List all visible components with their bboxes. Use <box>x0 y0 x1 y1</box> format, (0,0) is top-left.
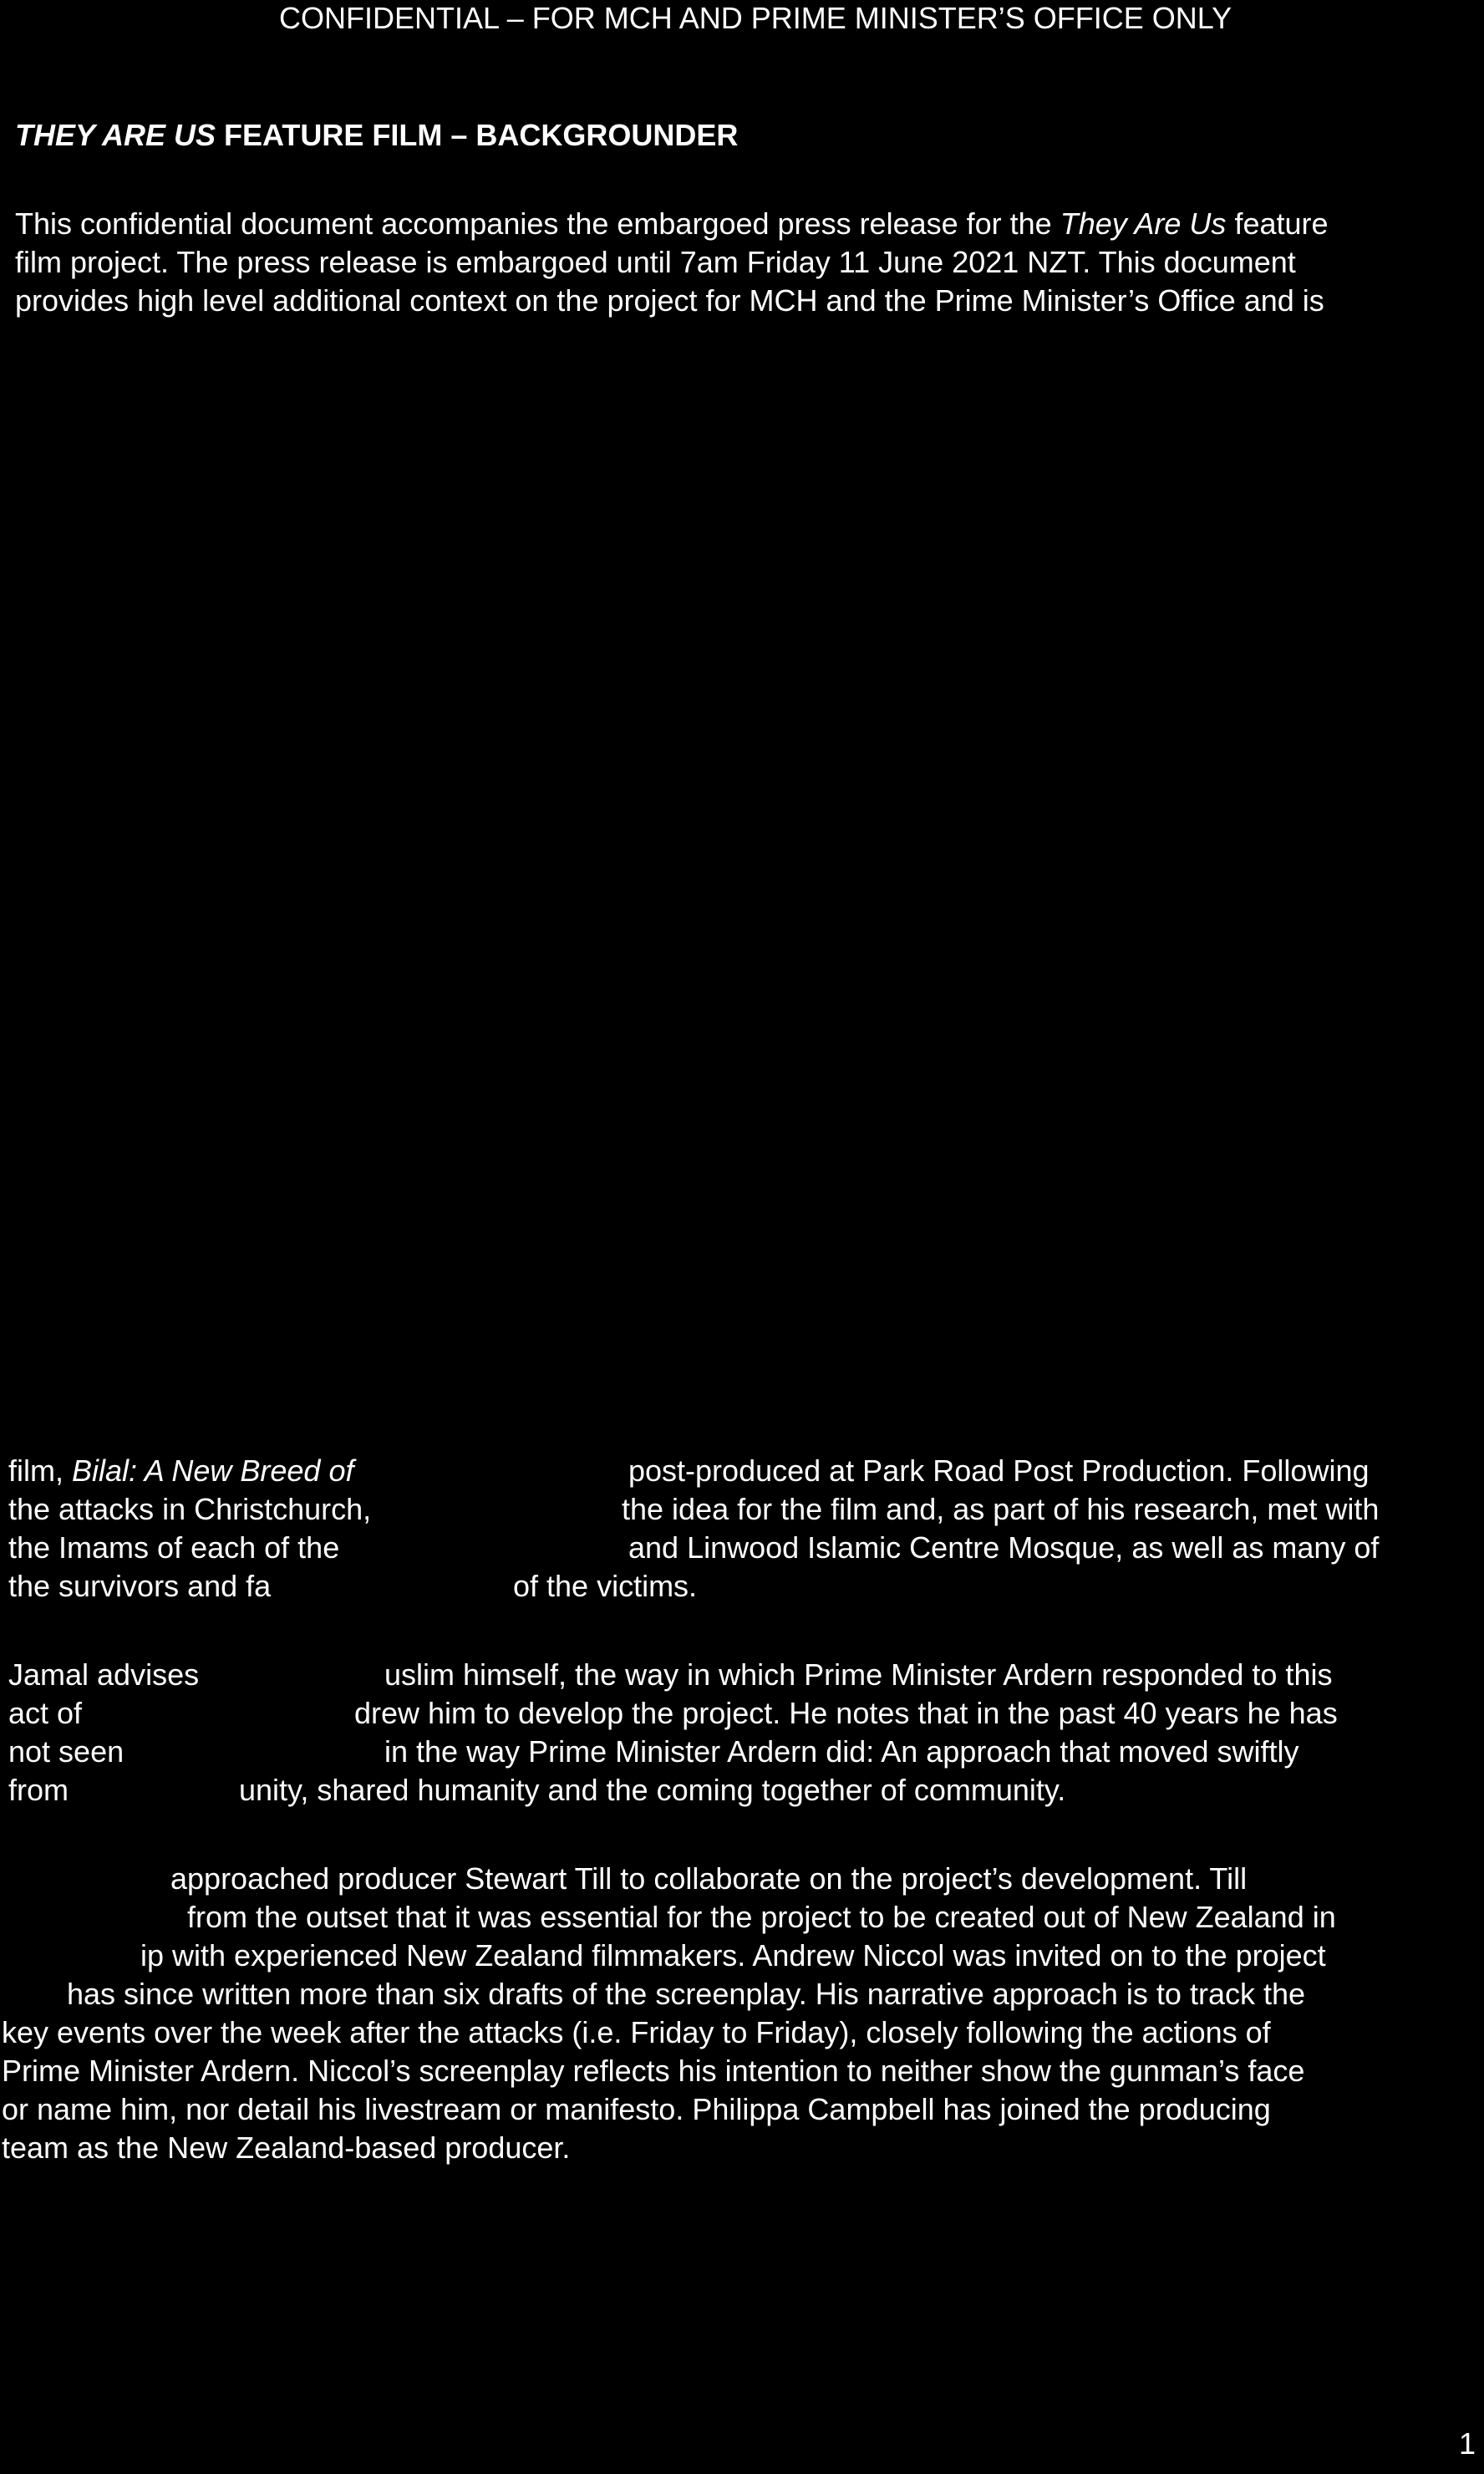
intro-line-2: film project. The press release is embargoed until 7am Friday 11 June 2021 NZT. This document <box>15 245 1296 279</box>
film-title-italic: THEY ARE US <box>15 118 216 152</box>
s3-line-4: has since written more than six drafts of the screenplay. His narrative approach is to track the <box>67 1977 1306 2011</box>
s1-line-1-a: film, <box>8 1453 72 1488</box>
s3-line-2: from the outset that it was essential for the project to be created out of New Zealand in <box>187 1900 1336 1934</box>
s2-line-1-left: Jamal advises <box>8 1657 200 1692</box>
s3-line-5: key events over the week after the attacks (i.e. Friday to Friday), closely following the actions of <box>2 2015 1271 2049</box>
s1-line-3-right: and Linwood Islamic Centre Mosque, as well as many of <box>628 1530 1380 1565</box>
s3-line-3: ip with experienced New Zealand filmmakers. Andrew Niccol was invited on to the project <box>140 1938 1326 1973</box>
s1-bilal-title: Bilal: A New Breed of <box>72 1453 354 1488</box>
title-rest: FEATURE FILM – BACKGROUNDER <box>216 118 739 152</box>
page-number: 1 <box>1458 2426 1476 2461</box>
s1-line-2-right: the idea for the film and, as part of his research, met with <box>622 1492 1380 1526</box>
intro-line-1-a: This confidential document accompanies the embargoed press release for the <box>15 206 1060 241</box>
s2-line-3-left: not seen <box>8 1734 125 1769</box>
s3-line-6: Prime Minister Ardern. Niccol’s screenplay reflects his intention to neither show the gunman’s face <box>2 2054 1305 2088</box>
s3-line-7: or name him, nor detail his livestream or manifesto. Philippa Campbell has joined the producing <box>2 2092 1271 2126</box>
s1-line-2-left: the attacks in Christchurch, <box>8 1492 372 1526</box>
s2-line-2-right: drew him to develop the project. He notes that in the past 40 years he has <box>354 1696 1338 1730</box>
confidential-header: CONFIDENTIAL – FOR MCH AND PRIME MINISTER’S OFFICE ONLY <box>279 1 1232 35</box>
s1-line-1-left <box>8 1453 353 1489</box>
s2-line-3-right: in the way Prime Minister Ardern did: An approach that moved swiftly <box>384 1734 1299 1769</box>
s1-line-4-right: of the victims. <box>513 1569 698 1603</box>
s2-line-1-right: uslim himself, the way in which Prime Minister Ardern responded to this <box>384 1657 1333 1692</box>
s3-line-8: team as the New Zealand-based producer. <box>2 2130 571 2165</box>
s2-line-4-left: from <box>8 1773 69 1807</box>
s2-line-4-right: unity, shared humanity and the coming together of community. <box>239 1773 1066 1807</box>
intro-line-1-b: feature <box>1226 206 1329 241</box>
s1-line-4-left: the survivors and fa <box>8 1569 272 1603</box>
intro-line-3: provides high level additional context on the project for MCH and the Prime Minister’s Office and is <box>15 283 1324 318</box>
intro-line-1 <box>15 206 1329 242</box>
document-title <box>15 117 738 154</box>
intro-film-title: They Are Us <box>1060 206 1227 241</box>
s3-line-1: approached producer Stewart Till to collaborate on the project’s development. Till <box>170 1861 1248 1896</box>
s2-line-2-left: act of <box>8 1696 83 1730</box>
s1-line-1-right: post-produced at Park Road Post Production. Following <box>628 1453 1370 1488</box>
s1-line-3-left: the Imams of each of the <box>8 1530 340 1565</box>
